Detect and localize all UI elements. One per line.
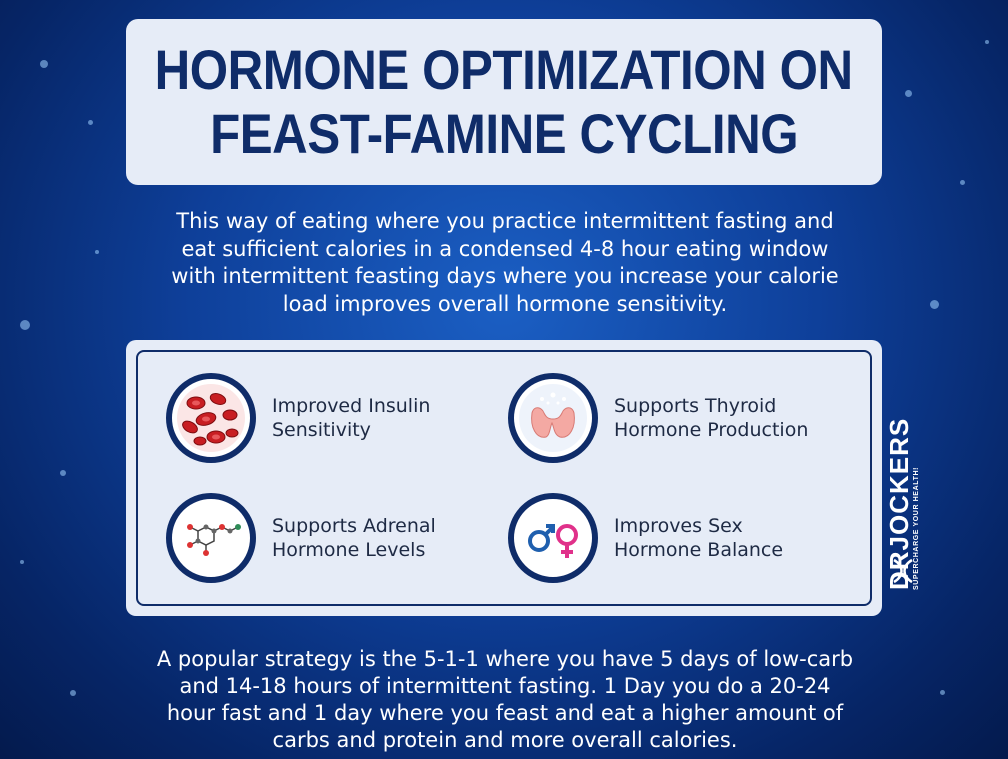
benefit-label-line: Supports Thyroid: [614, 395, 777, 417]
red-blood-cells-icon: [166, 373, 256, 463]
gender-symbols-icon: [508, 493, 598, 583]
benefit-label-line: Supports Adrenal: [272, 515, 436, 537]
logo-name: DRJOCKERS: [884, 417, 914, 590]
outro-line: and 14-18 hours of intermittent fasting. 1 Day you do a 20-24: [179, 674, 831, 698]
page-title-line-2: FEAST-FAMINE CYCLING: [209, 102, 799, 165]
intro-paragraph: [120, 208, 890, 318]
dna-leaf-icon: [890, 556, 916, 586]
benefit-label: [272, 514, 436, 562]
benefit-label: [614, 514, 783, 562]
benefit-label-line: Improved Insulin: [272, 395, 431, 417]
benefit-label-line: Hormone Levels: [272, 539, 426, 561]
logo-tagline: SUPERCHARGE YOUR HEALTH!: [913, 466, 920, 590]
outro-line: A popular strategy is the 5-1-1 where you have 5 days of low-carb: [156, 647, 854, 671]
page-title-line-1: HORMONE OPTIMIZATION ON: [154, 38, 854, 101]
benefit-label: [614, 394, 808, 442]
drjockers-logo: [886, 388, 922, 590]
benefit-label: [272, 394, 430, 442]
intro-line: with intermittent feasting days where you increase your calorie: [171, 264, 839, 288]
benefit-thyroid: [508, 373, 808, 463]
intro-line: This way of eating where you practice intermittent fasting and: [176, 209, 834, 233]
molecule-icon: [166, 493, 256, 583]
thyroid-gland-icon: [508, 373, 598, 463]
outro-line: carbs and protein and more overall calories.: [272, 728, 738, 752]
benefit-label-line: Hormone Production: [614, 419, 809, 441]
outro-paragraph: [120, 646, 890, 754]
intro-line: load improves overall hormone sensitivity.: [282, 291, 728, 316]
benefit-insulin: [166, 373, 430, 463]
benefit-adrenal: [166, 493, 436, 583]
outro-line: hour fast and 1 day where you feast and eat a higher amount of: [166, 701, 844, 725]
benefit-label-line: Hormone Balance: [614, 539, 784, 561]
benefit-label-line: Improves Sex: [614, 515, 743, 537]
title-banner: [126, 19, 882, 185]
benefits-panel: [126, 340, 882, 616]
benefit-label-line: Sensitivity: [272, 419, 371, 441]
benefit-sex-hormone: [508, 493, 783, 583]
intro-line: eat sufficient calories in a condensed 4-8 hour eating window: [181, 236, 829, 261]
